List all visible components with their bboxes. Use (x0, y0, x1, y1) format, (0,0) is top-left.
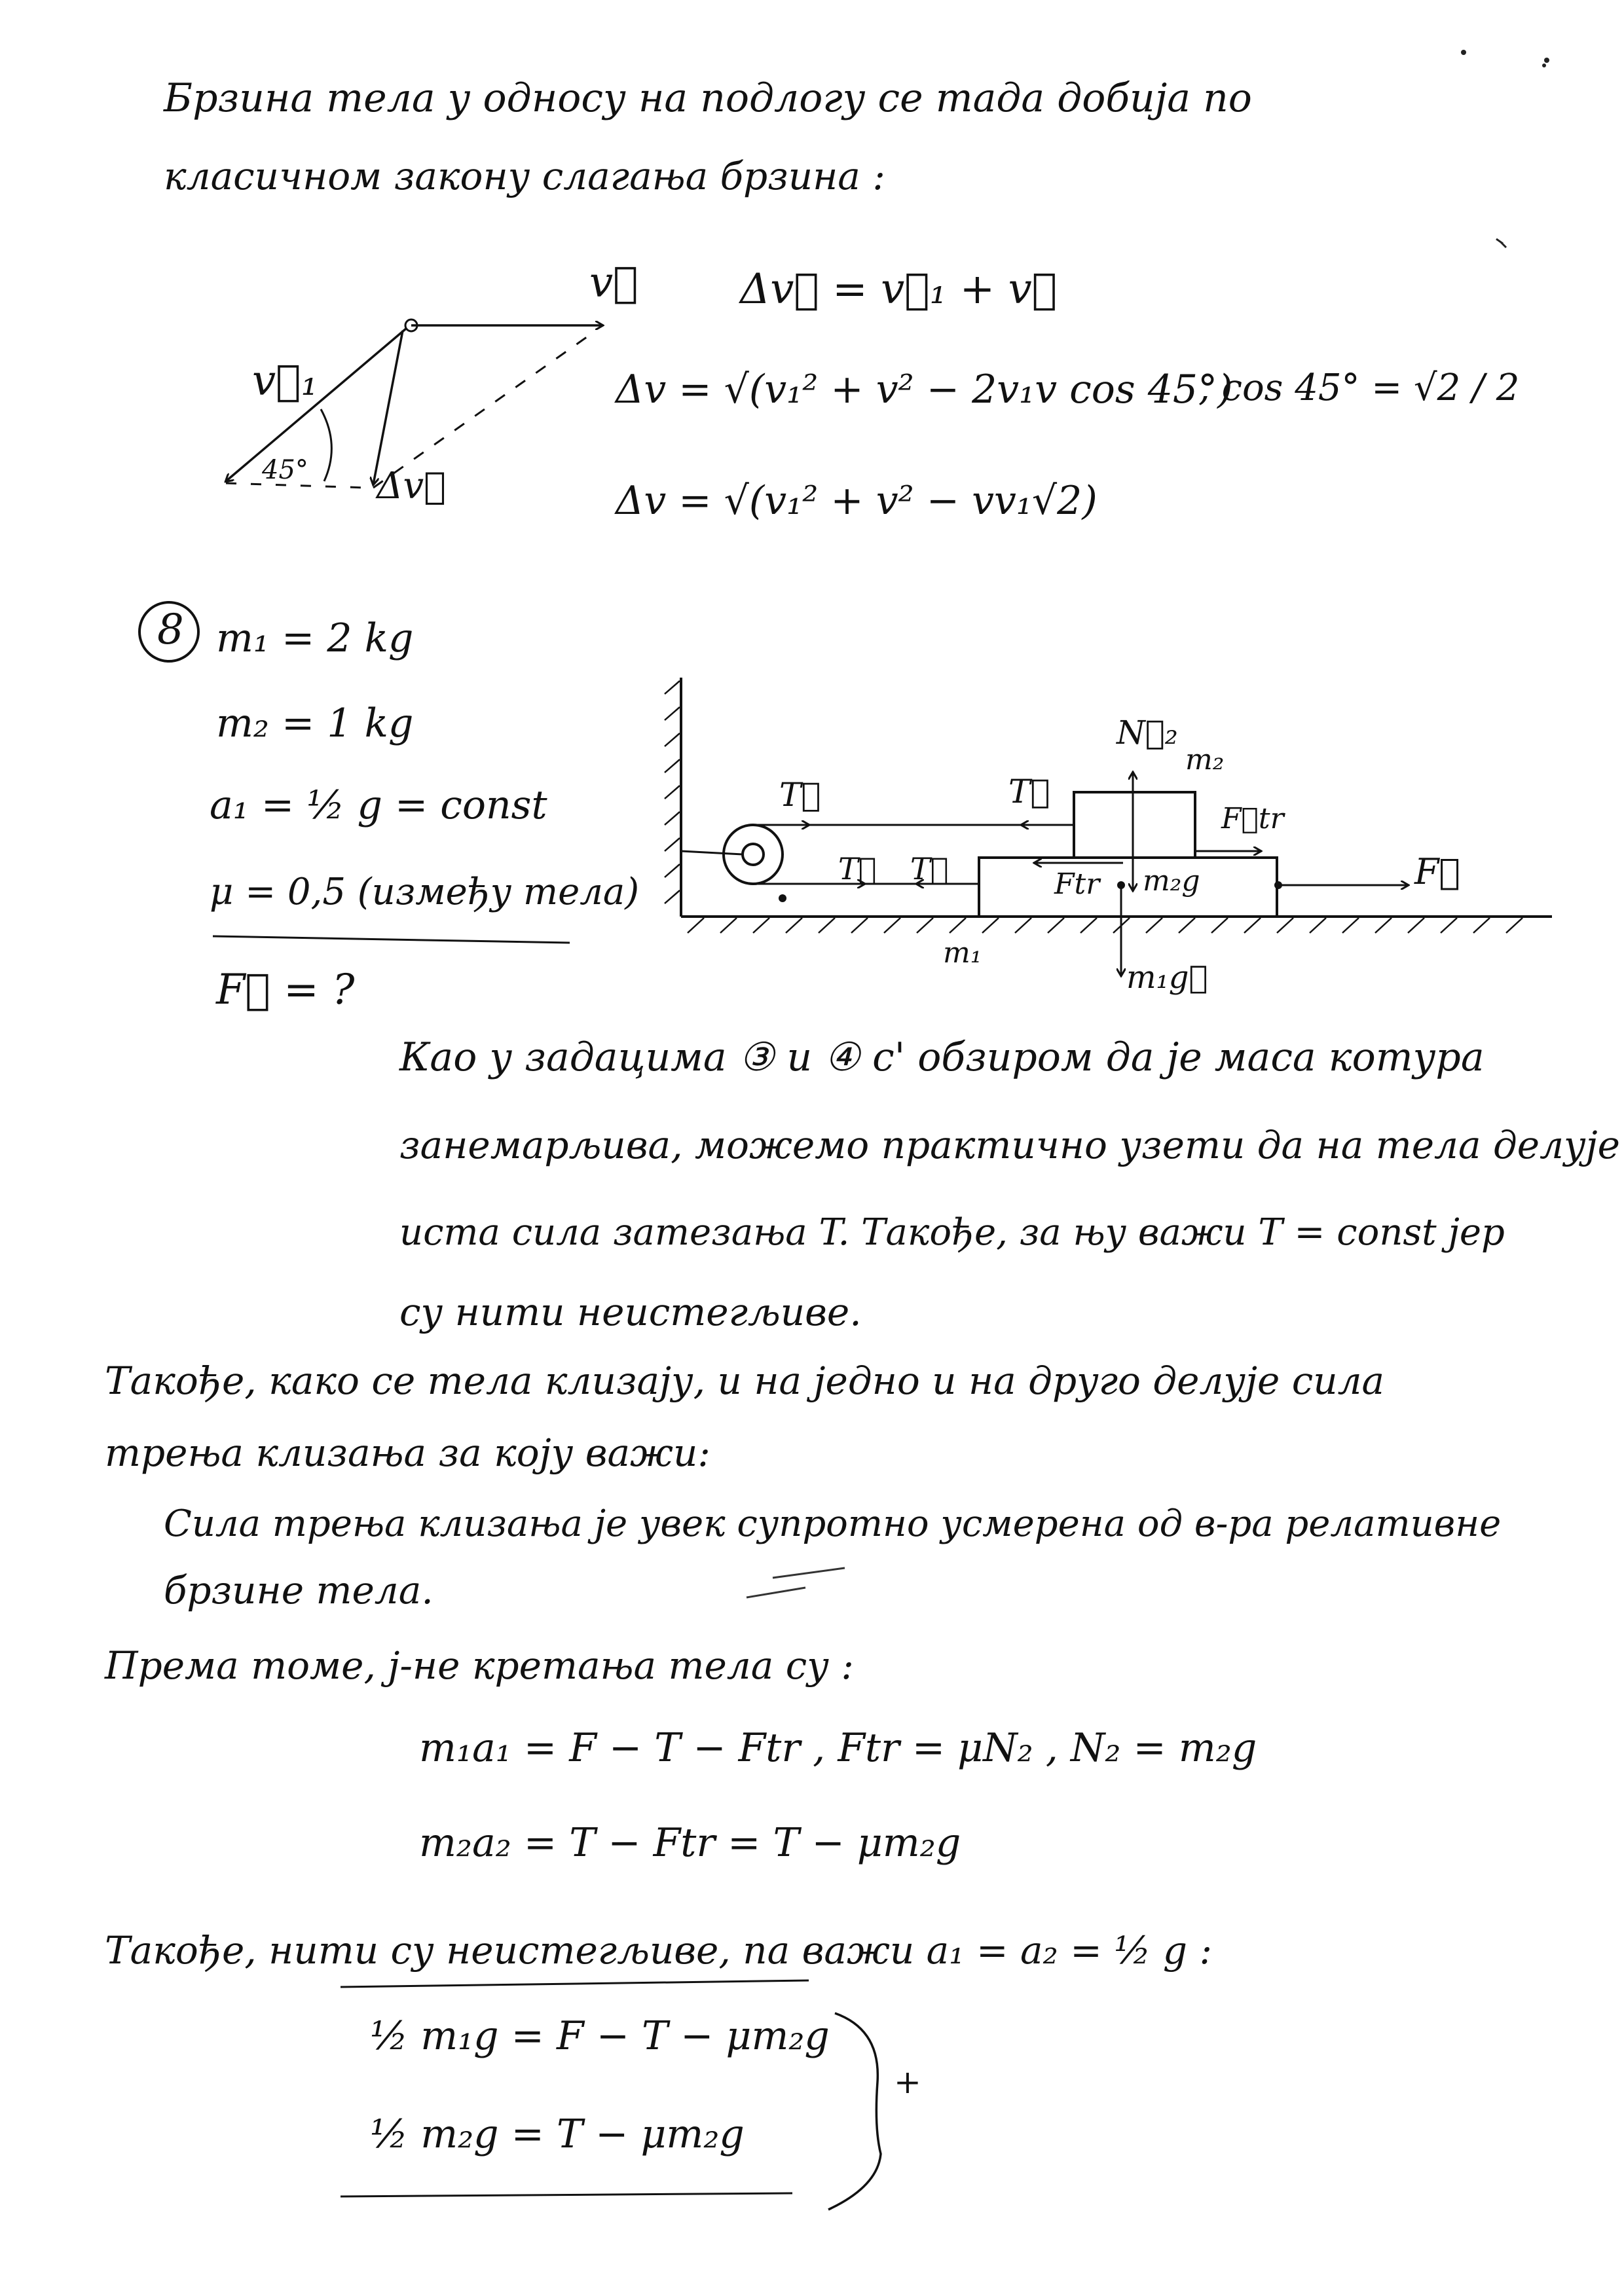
label-T-bottom-right: T⃗ (838, 851, 877, 886)
angle-label: 45° (262, 455, 308, 485)
label-m1g: m₁g⃗ (1126, 959, 1208, 996)
label-m2: m₂ (1185, 743, 1225, 776)
paragraph4-line1: Такође, нити су неистегљиве, па важи a₁ = a₂ = ½ g : (105, 1928, 1213, 1973)
label-F: F⃗ (1414, 851, 1460, 892)
label-T-top-left: T⃗ (779, 776, 821, 814)
label-Ftr-top: F⃗tr (1221, 802, 1284, 835)
given-m2: m₂ = 1 kg (216, 701, 414, 746)
equation-cos45: , cos 45° = √2 / 2 (1198, 367, 1520, 409)
label-m1: m₁ (943, 936, 982, 970)
paragraph2-line3: иста сила затезања T. Такође, за њу важи T = const јер (399, 1211, 1505, 1254)
equation-dv-vector-sum: Δv⃗ = v⃗₁ + v⃗ (740, 265, 1058, 314)
paragraph3-line2: трења клизања за коју важи: (105, 1430, 710, 1475)
system-eq2: ½ m₂g = T − μm₂g (370, 2111, 745, 2157)
paragraph3-line1: Такође, како се тела клизају, и на једно и на друго делује сила (105, 1358, 1385, 1403)
vector-dv-label: Δv⃗ (377, 465, 446, 507)
problem-number: 8 (157, 606, 184, 654)
vector-v-label: v⃗ (589, 259, 638, 307)
unknown-F: F⃗ = ? (216, 966, 355, 1014)
label-m2g: m₂g (1143, 864, 1200, 898)
given-mu: μ = 0,5 (између тела) (210, 871, 640, 913)
paragraph1-line2: класичном закону слагања брзина : (164, 154, 885, 198)
equation-motion-m1: m₁a₁ = F − T − Ftr , Ftr = μN₂ , N₂ = m₂g (419, 1725, 1257, 1771)
paragraph3-line5: Према томе, ј-не кретања тела су : (105, 1643, 854, 1688)
system-plus: + (894, 2063, 921, 2101)
equation-dv-magnitude: Δv = √(v₁² + v² − 2v₁v cos 45°) (616, 367, 1233, 412)
paragraph3-line4: брзине тела. (164, 1568, 434, 1613)
equation-dv-simplified: Δv = √(v₁² + v² − vv₁√2) (616, 478, 1098, 524)
label-T-bottom-left: T⃗ (910, 851, 949, 886)
given-m1: m₁ = 2 kg (216, 615, 414, 661)
label-T-top-right: T⃗ (1008, 773, 1050, 811)
equation-motion-m2: m₂a₂ = T − Ftr = T − μm₂g (419, 1820, 961, 1866)
paragraph2-line1: Као у задацима ③ и ④ с' обзиром да је маса котура (399, 1034, 1485, 1080)
paragraph1-line1: Брзина тела у односу на подлогу се тада добија по (164, 75, 1252, 121)
system-eq1: ½ m₁g = F − T − μm₂g (370, 2013, 830, 2059)
label-Ftr-bottom: Ftr (1054, 867, 1100, 901)
paragraph2-line4: су нити неистегљиве. (399, 1290, 862, 1334)
label-N2: N⃗₂ (1116, 714, 1178, 752)
given-a1: a₁ = ½ g = const (210, 782, 547, 828)
paragraph2-line2: занемарљива, можемо практично узети да на тела делује (399, 1123, 1620, 1167)
paragraph3-line3: Сила трења клизања је увек супротно усмерена од в-ра релативне (164, 1503, 1502, 1545)
vector-v1-label: v⃗₁ (252, 357, 318, 405)
